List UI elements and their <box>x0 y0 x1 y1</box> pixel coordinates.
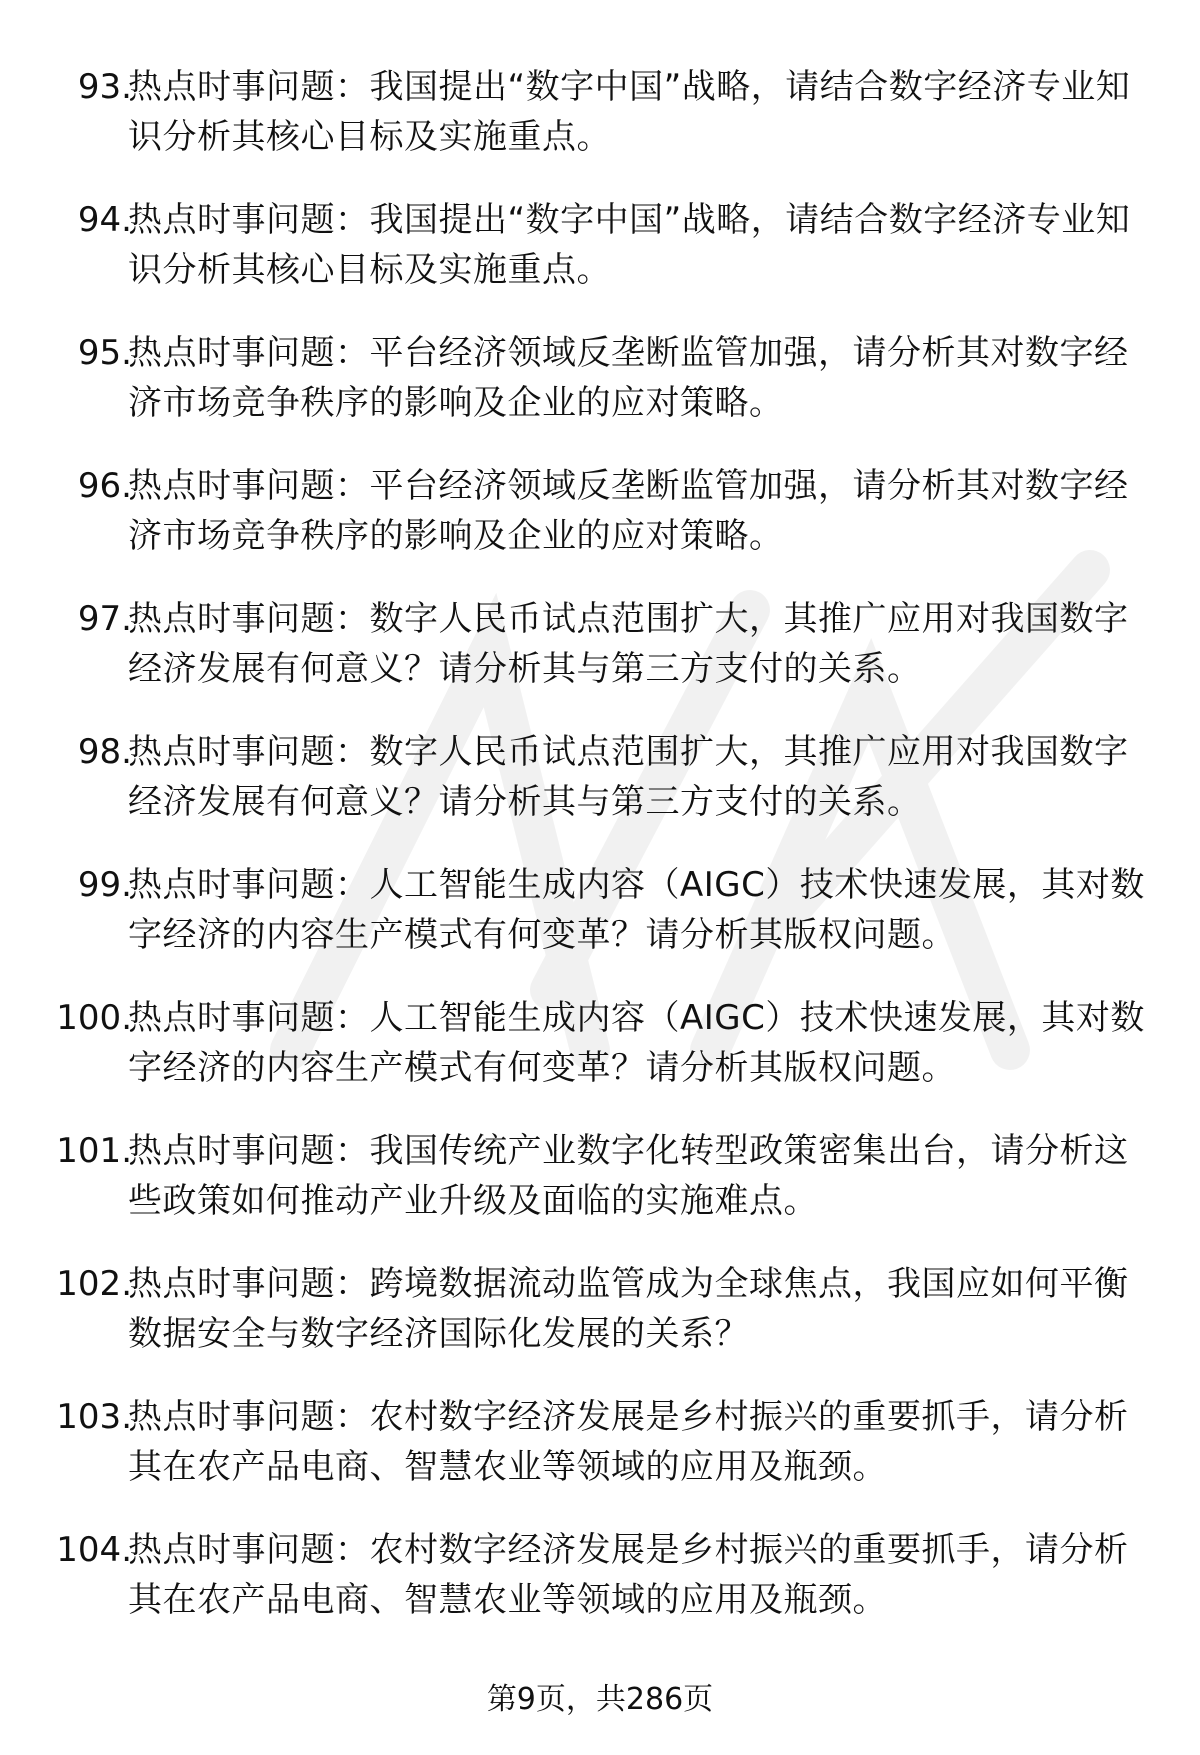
question-number: 96. <box>77 466 132 506</box>
list-item <box>0 1519 1200 1652</box>
question-text: 热点时事问题：农村数字经济发展是乡村振兴的重要抓手，请分析其在农产品电商、智慧农业等领域的应用及瓶颈。 <box>128 1397 1129 1487</box>
question-text: 热点时事问题：人工智能生成内容（AIGC）技术快速发展，其对数字经济的内容生产模式有何变革？请分析其版权问题。 <box>128 998 1145 1088</box>
question-number: 95. <box>77 333 132 373</box>
question-text: 热点时事问题：跨境数据流动监管成为全球焦点，我国应如何平衡数据安全与数字经济国际化发展的关系？ <box>128 1264 1129 1354</box>
question-text: 热点时事问题：数字人民币试点范围扩大，其推广应用对我国数字经济发展有何意义？请分析其与第三方支付的关系。 <box>128 732 1129 822</box>
question-number: 94. <box>77 200 132 240</box>
list-item <box>0 987 1200 1120</box>
question-text: 热点时事问题：我国提出“数字中国”战略，请结合数字经济专业知识分析其核心目标及实施重点。 <box>128 67 1131 157</box>
question-number: 101. <box>56 1131 132 1171</box>
list-item <box>0 1386 1200 1519</box>
question-text: 热点时事问题：平台经济领域反垄断监管加强，请分析其对数字经济市场竞争秩序的影响及企业的应对策略。 <box>128 466 1129 556</box>
question-number: 100. <box>56 998 132 1038</box>
question-number: 97. <box>77 599 132 639</box>
question-text: 热点时事问题：数字人民币试点范围扩大，其推广应用对我国数字经济发展有何意义？请分析其与第三方支付的关系。 <box>128 599 1129 689</box>
question-number: 99. <box>77 865 132 905</box>
question-text: 热点时事问题：平台经济领域反垄断监管加强，请分析其对数字经济市场竞争秩序的影响及企业的应对策略。 <box>128 333 1129 423</box>
question-number: 104. <box>56 1530 132 1570</box>
question-number: 93. <box>77 67 132 107</box>
page-number-label: 第9页，共286页 <box>486 1682 714 1717</box>
list-item <box>0 1253 1200 1386</box>
list-item <box>0 854 1200 987</box>
list-item <box>0 1120 1200 1253</box>
list-item <box>0 56 1200 189</box>
question-text: 热点时事问题：我国提出“数字中国”战略，请结合数字经济专业知识分析其核心目标及实施重点。 <box>128 200 1131 290</box>
question-text: 热点时事问题：农村数字经济发展是乡村振兴的重要抓手，请分析其在农产品电商、智慧农业等领域的应用及瓶颈。 <box>128 1530 1129 1620</box>
question-text: 热点时事问题：人工智能生成内容（AIGC）技术快速发展，其对数字经济的内容生产模式有何变革？请分析其版权问题。 <box>128 865 1145 955</box>
list-item <box>0 189 1200 322</box>
list-item <box>0 322 1200 455</box>
list-item <box>0 721 1200 854</box>
list-item <box>0 588 1200 721</box>
list-item <box>0 455 1200 588</box>
question-number: 102. <box>56 1264 132 1304</box>
page-footer <box>0 1680 1200 1720</box>
question-text: 热点时事问题：我国传统产业数字化转型政策密集出台，请分析这些政策如何推动产业升级及面临的实施难点。 <box>128 1131 1129 1221</box>
question-number: 103. <box>56 1397 132 1437</box>
question-list <box>0 56 1200 1652</box>
question-number: 98. <box>77 732 132 772</box>
